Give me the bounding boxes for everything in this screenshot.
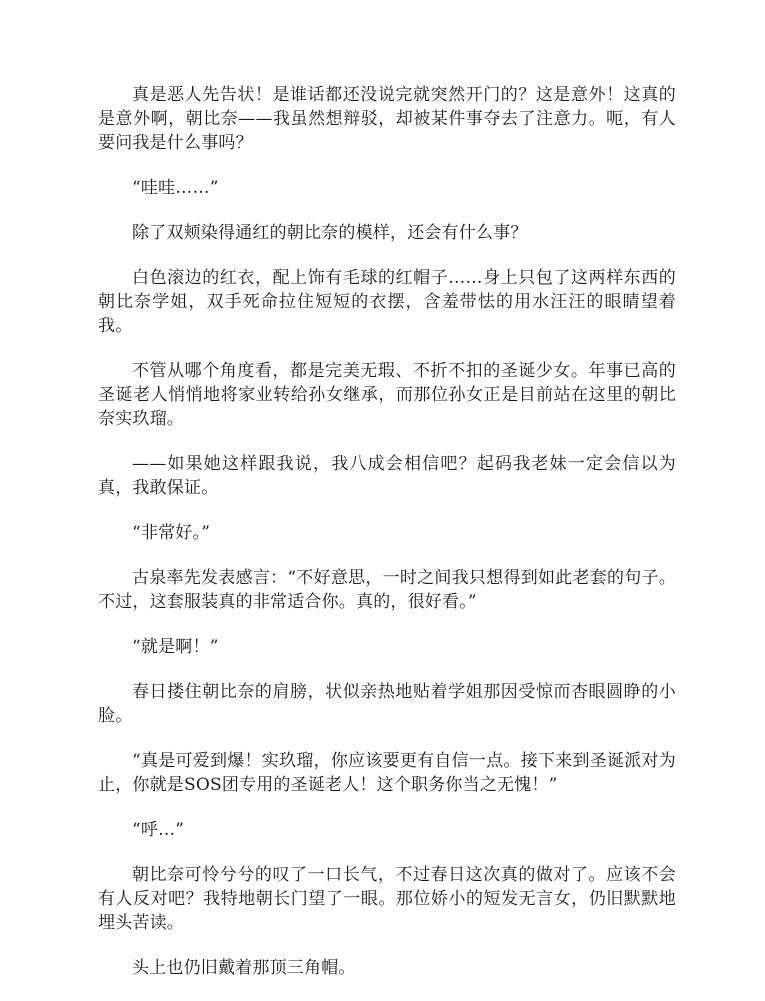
paragraph: “非常好。” [132,523,211,543]
paragraph: 朝比奈可怜兮兮的叹了一口长气，不过春日这次真的做对了。应该不会有人反对吧？我特地朝长门望了一眼。那位娇小的短发无言女，仍旧默默地埋头苦读。 [98,865,676,933]
paragraph: 真是恶人先告状！是谁话都还没说完就突然开门的？这是意外！这真的是意外啊，朝比奈——我虽然想辩驳，却被某件事夺去了注意力。呃，有人要问我是什么事吗？ [98,85,676,153]
document-page [98,83,676,1001]
paragraph: “哇哇……” [132,178,219,198]
paragraph: ——如果她这样跟我说，我八成会相信吧？起码我老妹一定会信以为真，我敢保证。 [98,454,676,498]
paragraph: 不管从哪个角度看，都是完美无瑕、不折不扣的圣诞少女。年事已高的圣诞老人悄悄地将家业转给孙女继承，而那位孙女正是目前站在这里的朝比奈实玖瑠。 [98,361,676,429]
paragraph: “就是啊！” [132,637,219,657]
paragraph: 除了双颊染得通红的朝比奈的模样，还会有什么事？ [132,223,528,243]
paragraph: 头上也仍旧戴着那顶三角帽。 [132,958,356,978]
paragraph: “呼…” [132,820,185,840]
paragraph: 春日搂住朝比奈的肩膀，状似亲热地贴着学姐那因受惊而杏眼圆睁的小脸。 [98,682,676,726]
paragraph: 白色滚边的红衣，配上饰有毛球的红帽子……身上只包了这两样东西的朝比奈学姐，双手死命拉住短短的衣摆，含羞带怯的用水汪汪的眼睛望着我。 [98,268,676,336]
paragraph: 古泉率先发表感言：“不好意思，一时之间我只想得到如此老套的句子。不过，这套服装真的非常适合你。真的，很好看。” [98,568,676,612]
paragraph: “真是可爱到爆！实玖瑠，你应该要更有自信一点。接下来到圣诞派对为止，你就是SOS团专用的圣诞老人！这个职务你当之无愧！” [98,751,676,795]
